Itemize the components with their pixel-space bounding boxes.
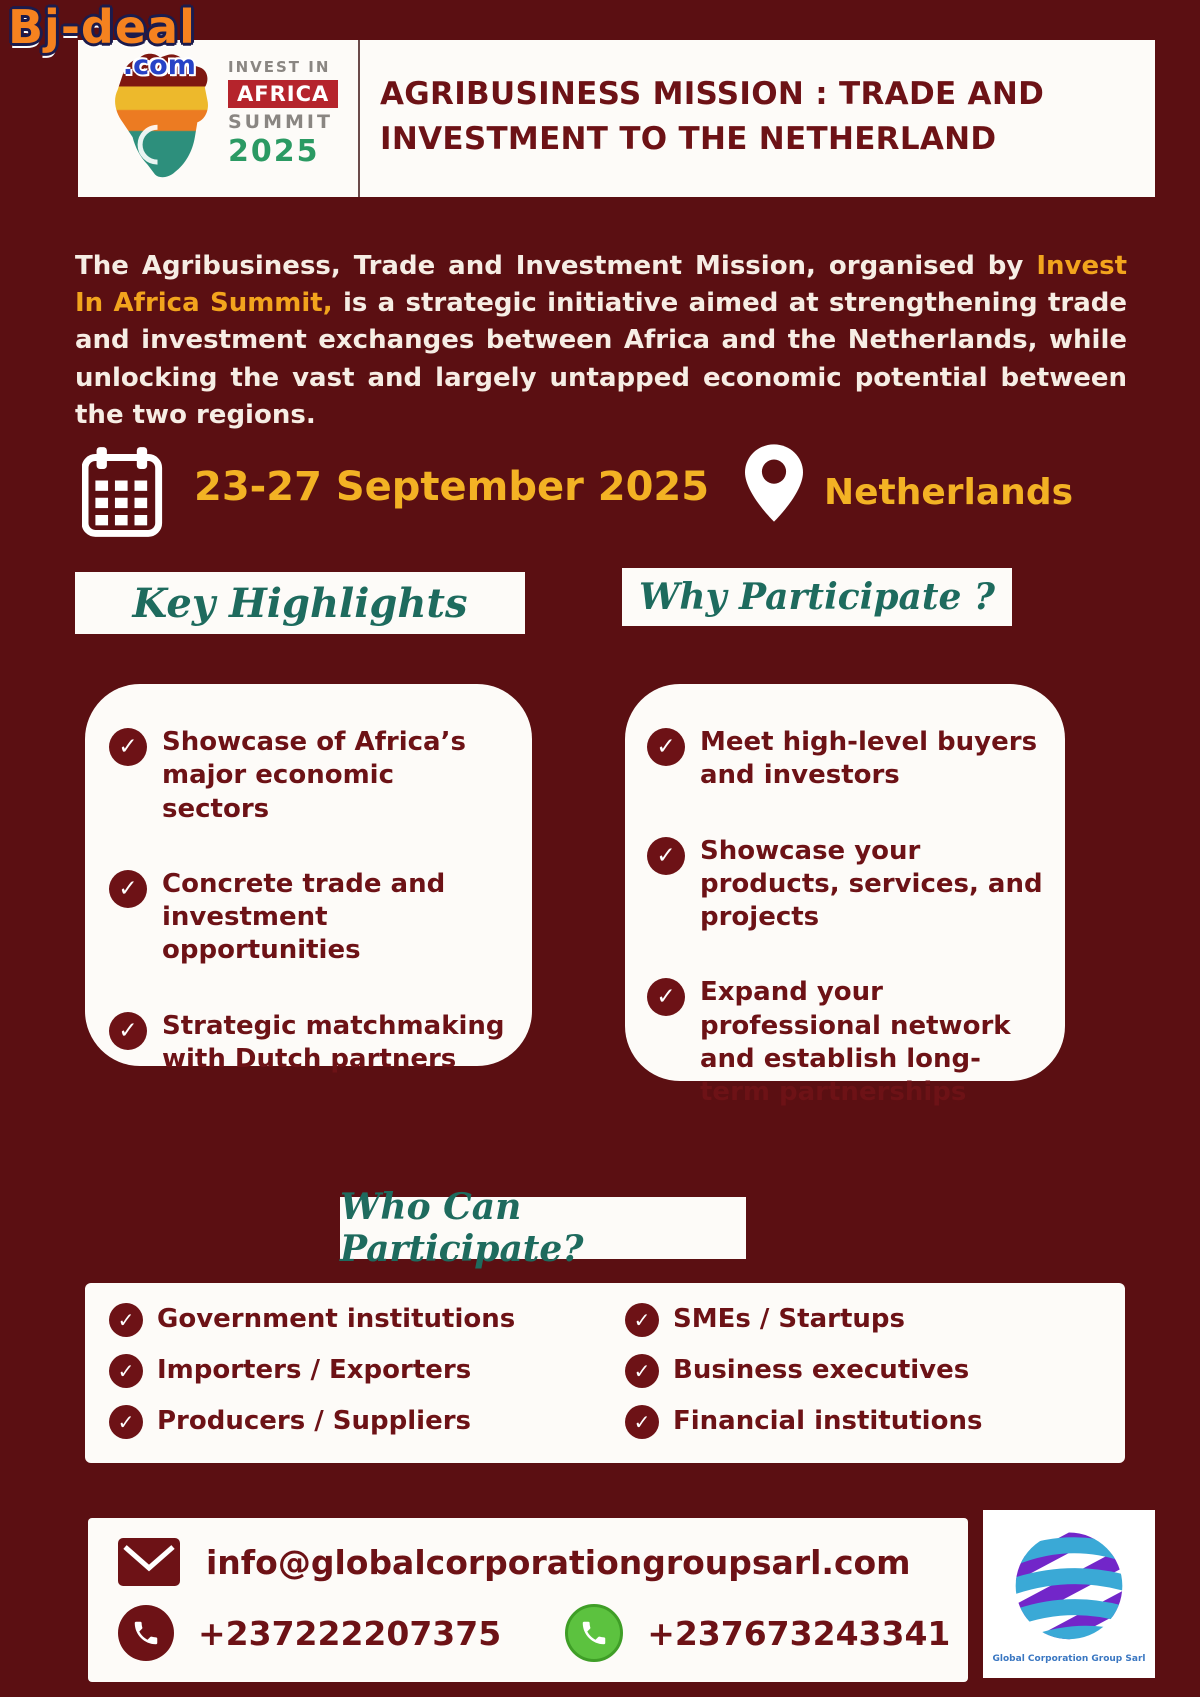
intro-after: is a strategic initiative aimed at strengthening trade and investment exchanges between Africa and the Netherlands, while unlocking the vast and largely untapped economic potential between the two regions. — [75, 288, 1127, 430]
list-item-label: Importers / Exporters — [157, 1355, 472, 1386]
email-row — [118, 1538, 911, 1586]
logo-year: 2025 — [228, 134, 320, 169]
event-dates: 23-27 September 2025 — [194, 464, 710, 510]
watermark-tld: .com — [122, 50, 196, 81]
check-icon — [625, 1354, 659, 1388]
intro-paragraph — [75, 248, 1127, 434]
list-item-label: Expand your professional network and establish long-term partnerships — [700, 977, 1011, 1108]
globe-logo-icon — [1005, 1524, 1133, 1652]
participants-left-column — [109, 1303, 515, 1439]
list-item — [625, 1405, 982, 1439]
list-item — [109, 1354, 515, 1388]
logo-line-africa: AFRICA — [228, 80, 338, 108]
calendar-icon — [82, 446, 164, 538]
email-icon — [118, 1538, 180, 1586]
participants-card — [85, 1283, 1125, 1463]
participants-right-column — [625, 1303, 982, 1439]
list-item-label: Concrete trade and investment opportunities — [162, 868, 446, 966]
list-item — [109, 1405, 515, 1439]
list-item-label: SMEs / Startups — [673, 1304, 905, 1335]
list-item-label: Meet high-level buyers and investors — [700, 727, 1038, 791]
header-divider — [358, 40, 360, 197]
list-item — [625, 1354, 982, 1388]
list-item-label: Business executives — [673, 1355, 970, 1386]
check-icon — [647, 837, 685, 875]
who-can-participate-heading: Who Can Participate? — [340, 1197, 746, 1259]
intro-highlight: Invest In Africa Summit, — [75, 251, 1127, 319]
intro-before: The Agribusiness, Trade and Investment Mission, organised by — [75, 251, 1037, 281]
event-info-row — [82, 438, 1142, 548]
check-icon — [647, 728, 685, 766]
check-icon — [109, 870, 147, 908]
list-item-label: Showcase your products, services, and projects — [700, 835, 1043, 933]
page-title-line1: AGRIBUSINESS MISSION : TRADE AND — [380, 76, 1045, 112]
contact-card — [88, 1518, 968, 1682]
list-item — [647, 976, 1045, 1109]
check-icon — [647, 978, 685, 1016]
header-card — [78, 40, 1155, 197]
list-item — [109, 1010, 508, 1077]
page-title-line2: INVESTMENT TO THE NETHERLAND — [380, 120, 997, 157]
why-participate-heading: Why Participate ? — [622, 568, 1012, 626]
key-highlights-heading: Key Highlights — [75, 572, 525, 634]
list-item-label: Strategic matchmaking with Dutch partners — [162, 1010, 505, 1074]
event-location: Netherlands — [824, 472, 1074, 513]
list-item — [109, 868, 508, 968]
list-item-label: Financial institutions — [673, 1406, 983, 1437]
contact-email: info@globalcorporationgroupsarl.com — [206, 1542, 911, 1582]
list-item-label: Producers / Suppliers — [157, 1406, 472, 1437]
location-pin-icon — [745, 444, 803, 522]
check-icon — [625, 1303, 659, 1337]
logo-line-summit: SUMMIT — [228, 111, 333, 133]
list-item — [625, 1303, 982, 1337]
summit-logo-text — [228, 58, 354, 169]
contact-phone: +237222207375 — [198, 1613, 502, 1653]
logo-line-invest-in: INVEST IN — [228, 58, 331, 76]
contact-whatsapp: +237673243341 — [647, 1613, 951, 1653]
whatsapp-icon — [565, 1604, 623, 1662]
check-icon — [109, 1354, 143, 1388]
company-logo-caption: Global Corporation Group Sarl — [992, 1654, 1146, 1664]
watermark-brand: Bj-deal — [8, 0, 196, 54]
check-icon — [625, 1405, 659, 1439]
list-item — [647, 726, 1045, 793]
check-icon — [109, 1405, 143, 1439]
bj-deal-watermark — [8, 0, 196, 81]
phone-row — [118, 1604, 950, 1662]
why-participate-card — [625, 684, 1065, 1108]
check-icon — [109, 1303, 143, 1337]
phone-icon — [118, 1605, 174, 1661]
company-logo-card — [983, 1510, 1155, 1678]
list-item — [109, 726, 508, 826]
list-item-label: Government institutions — [157, 1304, 516, 1335]
page-title — [380, 72, 1160, 162]
check-icon — [109, 728, 147, 766]
list-item-label: Showcase of Africa’s major economic sectors — [162, 727, 466, 824]
list-item — [647, 835, 1045, 935]
list-item — [109, 1303, 515, 1337]
check-icon — [109, 1012, 147, 1050]
key-highlights-card — [85, 684, 532, 1074]
